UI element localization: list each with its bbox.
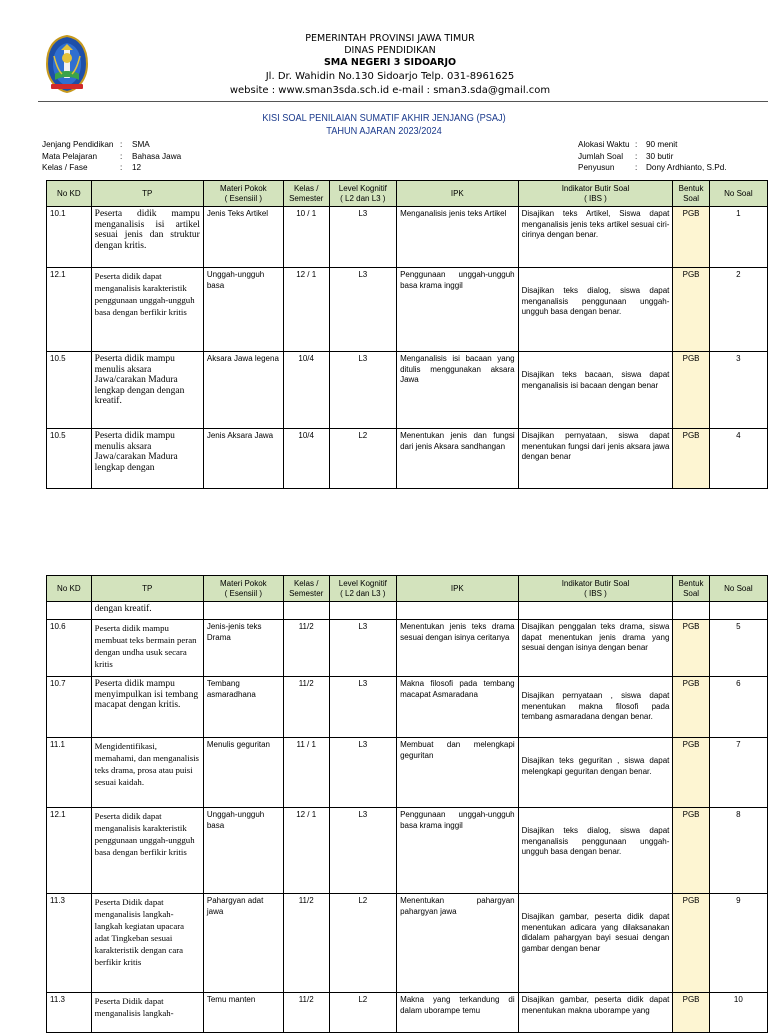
cell-level: L3 [329, 268, 397, 352]
col-kelas [283, 576, 329, 602]
col-label: ( L2 dan L3 ) [340, 193, 386, 203]
col-label: Soal [683, 193, 700, 203]
cell-kelas: 10 / 1 [283, 207, 329, 268]
table-header-row [47, 181, 768, 207]
cell-tp: dengan kreatif. [91, 602, 203, 620]
cell-materi: Tembang asmaradhana [203, 677, 283, 738]
cell-level: L2 [329, 429, 397, 489]
cell-level [329, 602, 397, 620]
cell-nosoal: 3 [709, 352, 767, 429]
cell-level: L2 [329, 993, 397, 1033]
meta-label: Kelas / Fase [42, 163, 88, 172]
title-line-2: TAHUN AJARAN 2023/2024 [326, 126, 442, 137]
cell-kelas: 11/2 [283, 677, 329, 738]
cell-bentuk: PGB [673, 677, 709, 738]
kisi-table-page-2 [46, 575, 768, 1033]
col-nokd [47, 576, 92, 602]
cell-bentuk: PGB [673, 894, 709, 993]
meta-colon: : [635, 163, 638, 172]
cell-kelas: 11 / 1 [283, 738, 329, 808]
cell-materi: Menulis geguritan [203, 738, 283, 808]
col-label: ( L2 dan L3 ) [340, 588, 386, 598]
cell-kelas: 10/4 [283, 429, 329, 489]
col-level [329, 181, 397, 207]
cell-nosoal: 7 [709, 738, 767, 808]
cell-kd: 10.1 [47, 207, 92, 268]
cell-level: L3 [329, 352, 397, 429]
cell-nosoal: 5 [709, 620, 767, 677]
jawa-timur-emblem-icon [42, 34, 92, 94]
meta-value: SMA [132, 140, 150, 149]
cell-materi: Jenis-jenis teks Drama [203, 620, 283, 677]
cell-ibs: Disajikan penggalan teks drama, siswa dapat menentukan jenis drama yang sesuai dengan isinya dengan benar [518, 620, 673, 677]
col-level [329, 576, 397, 602]
col-tp [91, 576, 203, 602]
cell-ipk: Menganalisis jenis teks Artikel [397, 207, 519, 268]
cell-bentuk: PGB [673, 352, 709, 429]
col-bentuk [673, 181, 709, 207]
school-name: SMA NEGERI 3 SIDOARJO [323, 57, 457, 68]
cell-nosoal: 9 [709, 894, 767, 993]
cell-ibs: Disajikan gambar, peserta didik dapat menentukan adicara yang dilaksanakan didalam pahargyan bayi sesuai dengan gambar dengan benar [518, 894, 673, 993]
cell-materi [203, 602, 283, 620]
col-label: No KD [57, 188, 81, 198]
cell-materi: Jenis Teks Artikel [203, 207, 283, 268]
cell-kd: 12.1 [47, 268, 92, 352]
cell-tp: Peserta didik dapat menganalisis karakteristik penggunaan unggah-ungguh basa dengan berfikir kritis [91, 268, 203, 352]
cell-kd: 10.6 [47, 620, 92, 677]
cell-bentuk [673, 602, 709, 620]
cell-ibs [518, 602, 673, 620]
cell-ibs: Disajikan teks dialog, siswa dapat menganalisis penggunaan unggah-ungguh basa dengan benar. [518, 268, 673, 352]
cell-materi: Pahargyan adat jawa [203, 894, 283, 993]
cell-kelas: 12 / 1 [283, 808, 329, 894]
cell-tp: Peserta didik mampu membuat teks bermain peran dengan undha usuk secara kritis [91, 620, 203, 677]
meta-value: 30 butir [646, 151, 674, 161]
cell-bentuk: PGB [673, 207, 709, 268]
cell-materi: Temu manten [203, 993, 283, 1033]
cell-bentuk: PGB [673, 808, 709, 894]
col-label: Level Kognitif [338, 579, 387, 588]
table-row [47, 894, 768, 993]
meta-colon: : [120, 151, 123, 161]
col-nosoal [709, 181, 767, 207]
cell-kelas [283, 602, 329, 620]
col-label: TP [142, 583, 153, 593]
header-divider [38, 101, 768, 102]
cell-ipk [397, 602, 519, 620]
col-materi [203, 181, 283, 207]
cell-kelas: 12 / 1 [283, 268, 329, 352]
table-row [47, 207, 768, 268]
cell-nosoal [709, 602, 767, 620]
meta-colon: : [120, 163, 123, 172]
cell-ipk: Membuat dan melengkapi geguritan [397, 738, 519, 808]
table-header-row [47, 576, 768, 602]
cell-ipk: Menentukan pahargyan pahargyan jawa [397, 894, 519, 993]
col-label: ( IBS ) [584, 588, 607, 598]
meta-label: Jenjang Pendidikan [42, 140, 114, 149]
table-row [47, 620, 768, 677]
cell-ipk: Menentukan jenis dan fungsi dari jenis Aksara sandhangan [397, 429, 519, 489]
cell-bentuk: PGB [673, 429, 709, 489]
cell-bentuk: PGB [673, 620, 709, 677]
table-row [47, 808, 768, 894]
cell-bentuk: PGB [673, 738, 709, 808]
header-line-1: PEMERINTAH PROVINSI JAWA TIMUR [305, 33, 475, 44]
cell-kelas: 11/2 [283, 620, 329, 677]
meta-label: Alokasi Waktu [578, 140, 630, 149]
meta-left [42, 139, 181, 174]
cell-ibs: Disajikan teks dialog, siswa dapat menganalisis penggunaan unggah-ungguh basa dengan benar. [518, 808, 673, 894]
col-label: Materi Pokok [220, 184, 267, 193]
cell-nosoal: 10 [709, 993, 767, 1033]
cell-level: L2 [329, 894, 397, 993]
table-row [47, 352, 768, 429]
cell-level: L3 [329, 207, 397, 268]
cell-nosoal: 6 [709, 677, 767, 738]
cell-tp: Mengidentifikasi, memahami, dan menganalisis teks drama, prosa atau puisi sesuai kaidah. [91, 738, 203, 808]
cell-kd: 11.3 [47, 894, 92, 993]
meta-colon: : [635, 140, 638, 149]
cell-kelas: 11/2 [283, 894, 329, 993]
cell-nosoal: 1 [709, 207, 767, 268]
col-label: IPK [450, 583, 464, 593]
cell-kd: 10.5 [47, 352, 92, 429]
col-label: TP [142, 188, 153, 198]
col-label: No Soal [724, 188, 753, 198]
cell-ibs: Disajikan teks Artikel, Siswa dapat menganalisis jenis teks artikel sesuai ciri-cirinya dengan benar. [518, 207, 673, 268]
cell-nosoal: 4 [709, 429, 767, 489]
cell-materi: Jenis Aksara Jawa [203, 429, 283, 489]
col-label: Semester [289, 588, 324, 598]
letterhead [0, 0, 768, 104]
meta-colon: : [120, 140, 123, 149]
cell-tp: Peserta didik dapat menganalisis karakteristik penggunaan unggah-ungguh basa dengan berfikir kritis [91, 808, 203, 894]
cell-materi: Unggah-ungguh basa [203, 268, 283, 352]
cell-ibs: Disajikan teks geguritan , siswa dapat melengkapi geguritan dengan benar. [518, 738, 673, 808]
cell-ipk: Menentukan jenis teks drama sesuai dengan isinya ceritanya [397, 620, 519, 677]
col-nokd [47, 181, 92, 207]
table-row [47, 429, 768, 489]
cell-ipk: Menganalisis isi bacaan yang ditulis menggunakan aksara Jawa [397, 352, 519, 429]
meta-right [578, 139, 727, 174]
col-label: No Soal [724, 583, 753, 593]
cell-ibs: Disajikan teks bacaan, siswa dapat menganalisis isi bacaan dengan benar [518, 352, 673, 429]
cell-bentuk: PGB [673, 993, 709, 1033]
cell-tp: Peserta didik mampu menganalisis isi artikel sesuai jenis dan struktur dengan kritis. [91, 207, 203, 268]
cell-tp: Peserta Didik dapat menganalisis langkah-langkah kegiatan upacara adat Tingkeban sesuai karakteristik dengan cara berfikir kritis [91, 894, 203, 993]
cell-ibs: Disajikan gambar, peserta didik dapat menentukan makna uborampe yang [518, 993, 673, 1033]
col-tp [91, 181, 203, 207]
cell-level: L3 [329, 677, 397, 738]
document-title [31, 112, 738, 138]
col-label: Kelas / [293, 579, 319, 588]
cell-tp: Peserta didik mampu menulis aksara Jawa/carakan Madura lengkap dengan [91, 429, 203, 489]
col-label: Indikator Butir Soal [561, 579, 630, 588]
col-bentuk [673, 576, 709, 602]
cell-materi: Unggah-ungguh basa [203, 808, 283, 894]
cell-kelas: 10/4 [283, 352, 329, 429]
table-row [47, 738, 768, 808]
meta-label: Mata Pelajaran [42, 151, 98, 161]
cell-kd: 10.5 [47, 429, 92, 489]
meta-value: Bahasa Jawa [132, 151, 182, 161]
cell-level: L3 [329, 620, 397, 677]
cell-kd: 12.1 [47, 808, 92, 894]
cell-kd [47, 602, 92, 620]
col-materi [203, 576, 283, 602]
col-label: Bentuk [678, 184, 704, 193]
col-ibs [518, 576, 673, 602]
col-label: Materi Pokok [220, 579, 267, 588]
col-label: Bentuk [678, 579, 704, 588]
cell-kd: 10.7 [47, 677, 92, 738]
col-label: Level Kognitif [338, 184, 387, 193]
col-ibs [518, 181, 673, 207]
cell-nosoal: 8 [709, 808, 767, 894]
cell-ipk: Makna filosofi pada tembang macapat Asmaradana [397, 677, 519, 738]
col-ipk [397, 181, 519, 207]
cell-materi: Aksara Jawa legena [203, 352, 283, 429]
col-label: No KD [57, 583, 81, 593]
cell-level: L3 [329, 808, 397, 894]
meta-value: Dony Ardhianto, S.Pd. [646, 163, 727, 172]
cell-bentuk: PGB [673, 268, 709, 352]
col-label: Kelas / [293, 184, 319, 193]
cell-ibs: Disajikan pernyataan , siswa dapat menentukan makna filosofi pada tembang asmaradana dengan benar. [518, 677, 673, 738]
cell-kelas: 11/2 [283, 993, 329, 1033]
col-label: ( Esensiil ) [224, 193, 263, 203]
col-label: IPK [450, 188, 464, 198]
title-line-1: KISI SOAL PENILAIAN SUMATIF AKHIR JENJANG (PSAJ) [262, 113, 506, 124]
meta-label: Penyusun [578, 163, 615, 172]
col-nosoal [709, 576, 767, 602]
cell-ipk: Penggunaan unggah-ungguh basa krama inggil [397, 268, 519, 352]
table-row [47, 268, 768, 352]
header-line-2: DINAS PENDIDIKAN [344, 45, 436, 56]
col-label: ( IBS ) [584, 193, 607, 203]
cell-ipk: Makna yang terkandung di dalam uborampe temu [397, 993, 519, 1033]
cell-level: L3 [329, 738, 397, 808]
col-kelas [283, 181, 329, 207]
cell-ibs: Disajikan pernyataan, siswa dapat menentukan fungsi dari jenis aksara jawa dengan benar [518, 429, 673, 489]
meta-label: Jumlah Soal [578, 151, 624, 161]
meta-value: 90 menit [646, 140, 678, 149]
col-label: Semester [289, 193, 324, 203]
school-contact: website : www.sman3sda.sch.id e-mail : sman3.sda@gmail.com [229, 85, 551, 96]
table-row [47, 677, 768, 738]
meta-value: 12 [132, 163, 142, 172]
col-label: Soal [683, 588, 700, 598]
kisi-table-page-1 [46, 180, 768, 489]
cell-tp: Peserta didik mampu menulis aksara Jawa/carakan Madura lengkap dengan dengan kreatif. [91, 352, 203, 429]
table-row-continuation [47, 602, 768, 620]
cell-nosoal: 2 [709, 268, 767, 352]
cell-kd: 11.1 [47, 738, 92, 808]
col-label: Indikator Butir Soal [561, 184, 630, 193]
table-row [47, 993, 768, 1033]
meta-colon: : [635, 151, 638, 161]
cell-ipk: Penggunaan unggah-ungguh basa krama inggil [397, 808, 519, 894]
col-ipk [397, 576, 519, 602]
cell-kd: 11.3 [47, 993, 92, 1033]
col-label: ( Esensiil ) [224, 588, 263, 598]
cell-tp: Peserta didik mampu menyimpulkan isi tembang macapat dengan kritis. [91, 677, 203, 738]
cell-tp: Peserta Didik dapat menganalisis langkah- [91, 993, 203, 1033]
school-address: Jl. Dr. Wahidin No.130 Sidoarjo Telp. 031-8961625 [265, 71, 515, 82]
